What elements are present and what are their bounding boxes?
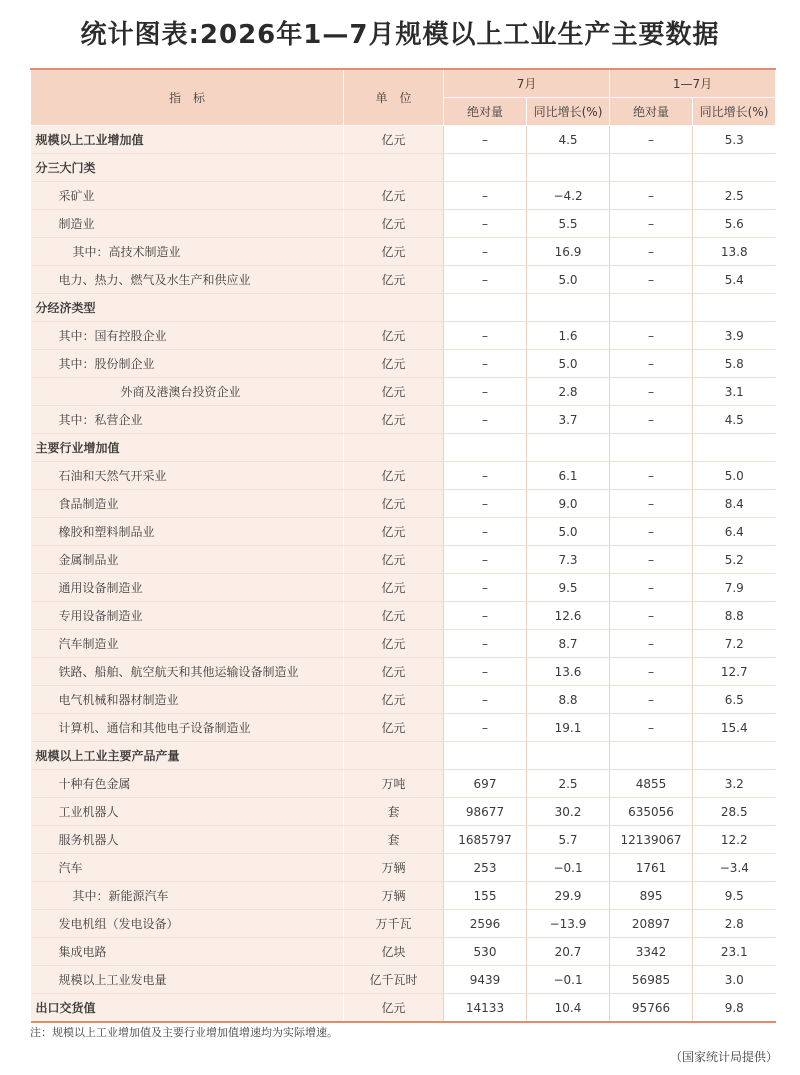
row-unit: 套 [344,826,444,854]
row-cumulative-abs: – [610,182,693,210]
row-unit: 套 [344,798,444,826]
row-month-yoy [527,294,610,322]
page-title: 统计图表:2026年1—7月规模以上工业生产主要数据 [80,20,720,50]
row-cumulative-abs: – [610,266,693,294]
row-month-yoy [527,434,610,462]
row-unit: 亿元 [344,462,444,490]
row-cumulative-abs: – [610,658,693,686]
row-cumulative-yoy: 5.2 [693,546,776,574]
table-header [31,69,776,126]
row-unit [344,294,444,322]
header-cumulative-yoy: 同比增长(%) [693,98,776,126]
table-row [31,182,776,210]
row-cumulative-abs: – [610,602,693,630]
row-month-abs: 2596 [444,910,527,938]
row-name: 其中：高技术制造业 [31,238,344,266]
table-row [31,350,776,378]
row-cumulative-abs [610,742,693,770]
row-month-abs: – [444,714,527,742]
data-table [30,68,776,1023]
row-month-abs [444,742,527,770]
table-row [31,966,776,994]
row-month-abs: – [444,462,527,490]
row-cumulative-yoy: 9.5 [693,882,776,910]
row-name: 计算机、通信和其他电子设备制造业 [31,714,344,742]
row-month-yoy: 29.9 [527,882,610,910]
table-row [31,210,776,238]
source-credit: （国家统计局提供） [669,1050,778,1064]
row-month-yoy: 5.0 [527,518,610,546]
row-name: 通用设备制造业 [31,574,344,602]
row-month-abs: 14133 [444,994,527,1023]
table-row [31,126,776,154]
row-unit: 亿块 [344,938,444,966]
row-unit: 亿元 [344,518,444,546]
row-name: 外商及港澳台投资企业 [31,378,344,406]
row-name: 铁路、船舶、航空航天和其他运输设备制造业 [31,658,344,686]
row-cumulative-yoy [693,434,776,462]
row-cumulative-abs: – [610,378,693,406]
row-month-abs: – [444,182,527,210]
row-unit: 亿元 [344,378,444,406]
table-row [31,462,776,490]
row-cumulative-yoy: 5.3 [693,126,776,154]
row-name: 制造业 [31,210,344,238]
row-month-abs: 155 [444,882,527,910]
row-cumulative-yoy: 12.7 [693,658,776,686]
row-month-yoy: 5.0 [527,266,610,294]
row-unit: 亿元 [344,126,444,154]
row-cumulative-yoy: 5.4 [693,266,776,294]
row-cumulative-abs: 4855 [610,770,693,798]
row-month-abs: – [444,266,527,294]
row-cumulative-yoy [693,742,776,770]
row-unit: 万辆 [344,882,444,910]
row-month-abs: 9439 [444,966,527,994]
table-row [31,714,776,742]
row-month-abs: – [444,126,527,154]
table-row [31,378,776,406]
row-cumulative-yoy: −3.4 [693,854,776,882]
row-unit: 万吨 [344,770,444,798]
row-cumulative-abs: – [610,322,693,350]
table-row [31,854,776,882]
row-cumulative-yoy: 8.8 [693,602,776,630]
row-month-yoy: 3.7 [527,406,610,434]
table-row [31,266,776,294]
row-name: 服务机器人 [31,826,344,854]
row-name: 出口交货值 [31,994,344,1023]
row-cumulative-abs: – [610,630,693,658]
row-unit: 亿元 [344,994,444,1023]
table-row [31,994,776,1023]
row-name: 电力、热力、燃气及水生产和供应业 [31,266,344,294]
table-row [31,406,776,434]
row-unit: 亿元 [344,490,444,518]
header-unit: 单 位 [344,69,444,126]
row-month-yoy: 7.3 [527,546,610,574]
table-row [31,938,776,966]
row-cumulative-abs: – [610,574,693,602]
row-name: 分经济类型 [31,294,344,322]
row-name: 十种有色金属 [31,770,344,798]
row-cumulative-abs: 1761 [610,854,693,882]
row-unit: 亿元 [344,406,444,434]
row-cumulative-yoy [693,294,776,322]
row-month-yoy: 16.9 [527,238,610,266]
row-cumulative-yoy: 3.0 [693,966,776,994]
row-month-yoy: 9.5 [527,574,610,602]
row-month-abs [444,294,527,322]
row-month-abs: 530 [444,938,527,966]
row-month-abs: – [444,350,527,378]
row-month-yoy: −0.1 [527,854,610,882]
row-cumulative-yoy: 3.9 [693,322,776,350]
row-month-abs: – [444,686,527,714]
row-month-yoy: 30.2 [527,798,610,826]
header-cumulative: 1—7月 [610,69,776,98]
row-cumulative-abs [610,434,693,462]
row-month-abs: 253 [444,854,527,882]
row-unit: 亿元 [344,602,444,630]
row-month-abs: – [444,546,527,574]
row-unit: 亿元 [344,350,444,378]
table-row [31,518,776,546]
table-row [31,238,776,266]
header-month-yoy: 同比增长(%) [527,98,610,126]
row-cumulative-yoy: 28.5 [693,798,776,826]
row-month-yoy: 5.5 [527,210,610,238]
row-cumulative-abs [610,154,693,182]
row-cumulative-yoy: 2.8 [693,910,776,938]
row-unit: 亿元 [344,238,444,266]
row-name: 其中：私营企业 [31,406,344,434]
row-name: 工业机器人 [31,798,344,826]
row-cumulative-abs: 56985 [610,966,693,994]
row-month-yoy: 9.0 [527,490,610,518]
row-month-abs: – [444,490,527,518]
row-unit: 亿元 [344,630,444,658]
row-name: 规模以上工业主要产品产量 [31,742,344,770]
table-row [31,882,776,910]
header-month-abs: 绝对量 [444,98,527,126]
row-cumulative-abs: – [610,546,693,574]
row-name: 发电机组（发电设备） [31,910,344,938]
table-row [31,630,776,658]
table-row [31,658,776,686]
row-cumulative-yoy: 13.8 [693,238,776,266]
row-month-abs: 98677 [444,798,527,826]
row-name: 石油和天然气开采业 [31,462,344,490]
row-unit: 亿元 [344,546,444,574]
row-cumulative-yoy: 5.6 [693,210,776,238]
row-month-yoy: 5.7 [527,826,610,854]
row-cumulative-abs: – [610,210,693,238]
row-cumulative-yoy: 5.8 [693,350,776,378]
row-cumulative-abs: – [610,490,693,518]
row-unit [344,154,444,182]
row-unit: 亿元 [344,266,444,294]
table-row [31,154,776,182]
row-unit: 亿千瓦时 [344,966,444,994]
row-month-yoy: 5.0 [527,350,610,378]
row-name: 电气机械和器材制造业 [31,686,344,714]
row-cumulative-yoy: 8.4 [693,490,776,518]
row-month-yoy: 8.7 [527,630,610,658]
row-name: 食品制造业 [31,490,344,518]
table-row [31,910,776,938]
row-name: 橡胶和塑料制品业 [31,518,344,546]
row-cumulative-abs: – [610,238,693,266]
row-cumulative-abs: 3342 [610,938,693,966]
table-row [31,294,776,322]
row-month-yoy: −4.2 [527,182,610,210]
row-cumulative-abs: 95766 [610,994,693,1023]
row-cumulative-yoy: 3.1 [693,378,776,406]
row-month-yoy: 2.5 [527,770,610,798]
row-unit: 亿元 [344,714,444,742]
row-cumulative-yoy: 2.5 [693,182,776,210]
row-month-yoy: 12.6 [527,602,610,630]
row-name: 其中：股份制企业 [31,350,344,378]
row-month-yoy: 19.1 [527,714,610,742]
table-row [31,322,776,350]
row-unit: 亿元 [344,182,444,210]
row-cumulative-yoy: 7.2 [693,630,776,658]
table-row [31,434,776,462]
row-cumulative-abs: – [610,518,693,546]
table-row [31,686,776,714]
row-name: 集成电路 [31,938,344,966]
row-month-abs [444,154,527,182]
row-name: 汽车 [31,854,344,882]
row-month-abs: – [444,574,527,602]
table-row [31,826,776,854]
header-cumulative-abs: 绝对量 [610,98,693,126]
table-row [31,546,776,574]
row-month-abs: – [444,518,527,546]
row-name: 汽车制造业 [31,630,344,658]
row-cumulative-yoy: 7.9 [693,574,776,602]
row-month-yoy [527,154,610,182]
row-month-abs: – [444,322,527,350]
table-row [31,490,776,518]
row-cumulative-yoy: 4.5 [693,406,776,434]
header-indicator: 指 标 [31,69,344,126]
row-unit [344,434,444,462]
row-name: 其中：新能源汽车 [31,882,344,910]
row-name: 规模以上工业增加值 [31,126,344,154]
row-cumulative-yoy: 12.2 [693,826,776,854]
footnote: 注：规模以上工业增加值及主要行业增加值增速均为实际增速。 [30,1026,338,1039]
table-row [31,574,776,602]
row-month-yoy: 20.7 [527,938,610,966]
row-month-abs: – [444,602,527,630]
row-month-abs: 1685797 [444,826,527,854]
row-unit [344,742,444,770]
row-unit: 万辆 [344,854,444,882]
row-cumulative-abs: 20897 [610,910,693,938]
row-month-abs: 697 [444,770,527,798]
row-name: 主要行业增加值 [31,434,344,462]
row-month-yoy [527,742,610,770]
row-month-yoy: 2.8 [527,378,610,406]
table-row [31,770,776,798]
row-cumulative-abs: – [610,126,693,154]
row-month-abs: – [444,658,527,686]
header-month: 7月 [444,69,610,98]
table-row [31,798,776,826]
row-month-yoy: 1.6 [527,322,610,350]
table-row [31,602,776,630]
table-body [31,126,776,1023]
row-cumulative-abs: – [610,350,693,378]
row-cumulative-yoy: 9.8 [693,994,776,1023]
row-name: 采矿业 [31,182,344,210]
row-name: 其中：国有控股企业 [31,322,344,350]
row-cumulative-abs [610,294,693,322]
row-cumulative-abs: – [610,686,693,714]
row-month-abs: – [444,210,527,238]
row-cumulative-abs: 635056 [610,798,693,826]
table-row [31,742,776,770]
row-name: 规模以上工业发电量 [31,966,344,994]
row-month-yoy: −0.1 [527,966,610,994]
row-month-yoy: −13.9 [527,910,610,938]
row-month-abs: – [444,238,527,266]
row-month-yoy: 13.6 [527,658,610,686]
row-unit: 亿元 [344,210,444,238]
row-month-yoy: 10.4 [527,994,610,1023]
row-name: 金属制品业 [31,546,344,574]
row-unit: 亿元 [344,574,444,602]
row-unit: 亿元 [344,658,444,686]
row-cumulative-abs: 895 [610,882,693,910]
row-cumulative-yoy: 5.0 [693,462,776,490]
row-month-abs [444,434,527,462]
row-month-yoy: 6.1 [527,462,610,490]
row-name: 分三大门类 [31,154,344,182]
row-unit: 万千瓦 [344,910,444,938]
row-month-abs: – [444,630,527,658]
row-name: 专用设备制造业 [31,602,344,630]
row-cumulative-abs: – [610,714,693,742]
row-unit: 亿元 [344,322,444,350]
row-cumulative-abs: – [610,462,693,490]
row-cumulative-yoy [693,154,776,182]
row-unit: 亿元 [344,686,444,714]
row-month-yoy: 8.8 [527,686,610,714]
row-month-abs: – [444,406,527,434]
row-cumulative-yoy: 6.5 [693,686,776,714]
row-cumulative-abs: – [610,406,693,434]
row-month-abs: – [444,378,527,406]
row-cumulative-yoy: 15.4 [693,714,776,742]
row-cumulative-yoy: 3.2 [693,770,776,798]
row-cumulative-yoy: 6.4 [693,518,776,546]
row-cumulative-yoy: 23.1 [693,938,776,966]
row-month-yoy: 4.5 [527,126,610,154]
row-cumulative-abs: 12139067 [610,826,693,854]
